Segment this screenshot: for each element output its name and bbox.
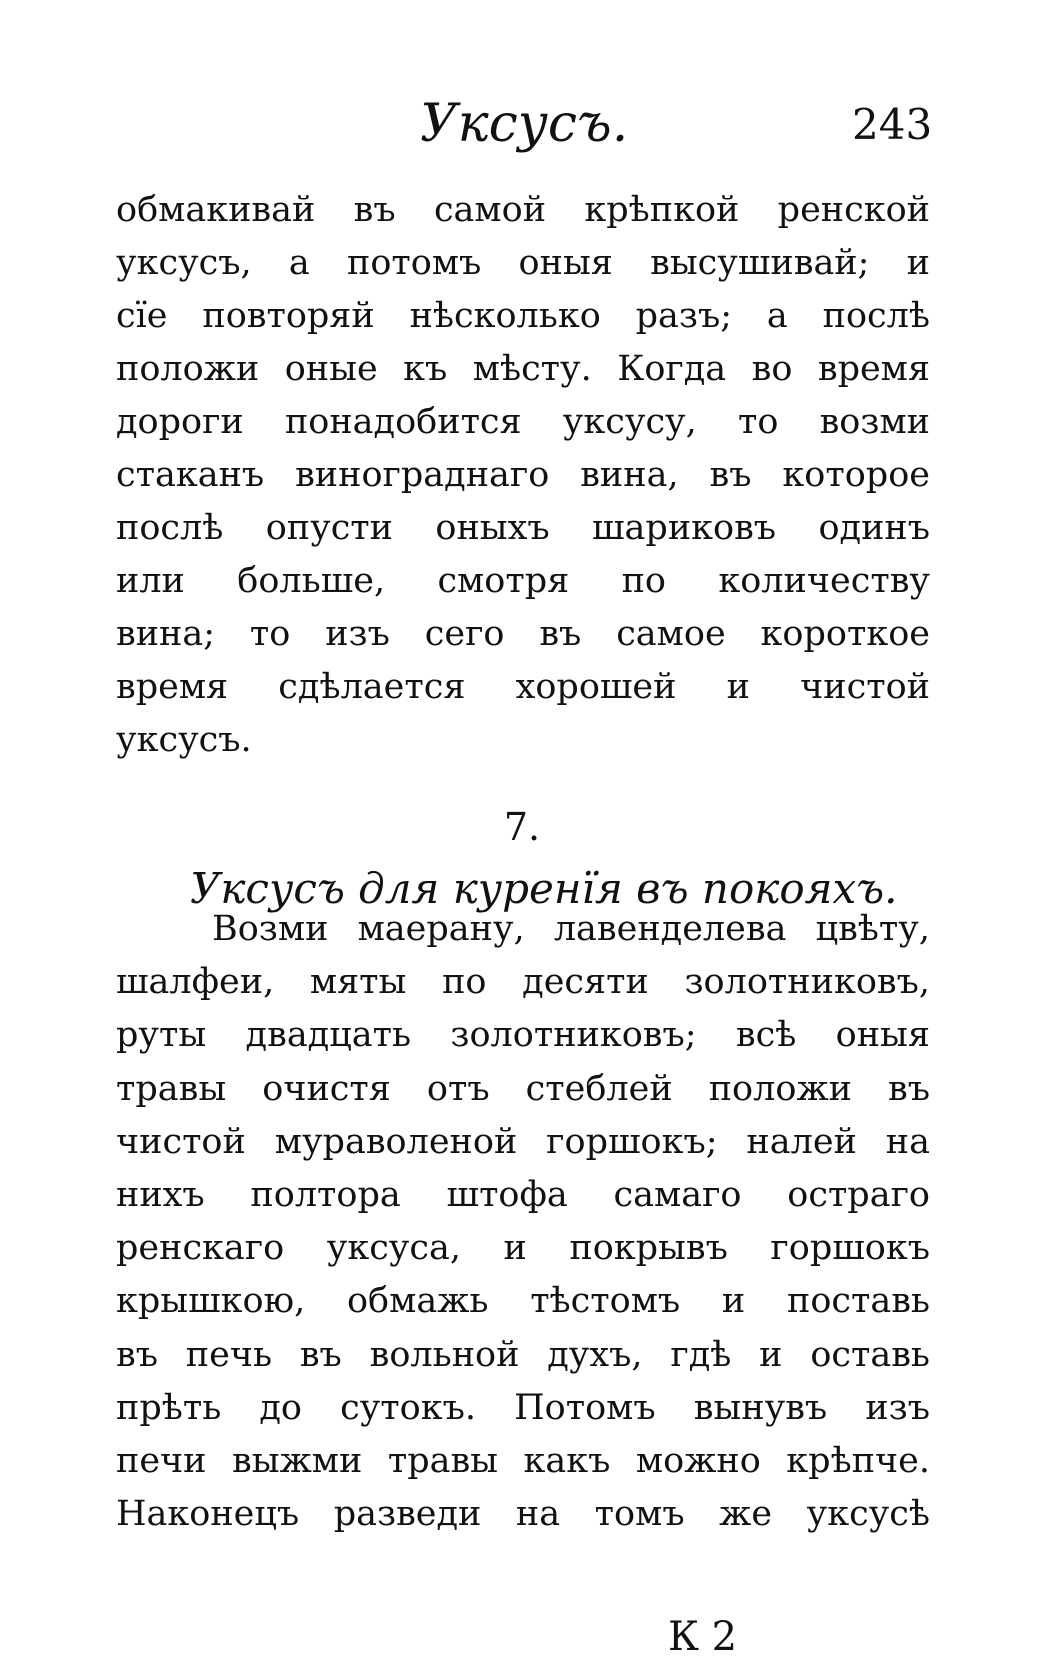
text-line: крышкою, обмажь тѣстомъ и поставь — [116, 1281, 930, 1322]
text-line: послѣ опусти оныхъ шариковъ одинъ — [116, 508, 930, 548]
text-line: прѣть до сутокъ. Потомъ вынувъ изъ — [116, 1387, 930, 1428]
text-line: положи оные къ мѣсту. Когда во время — [116, 349, 930, 389]
text-line: стаканъ винограднаго вина, въ которое — [116, 455, 930, 495]
section-title: Уксусъ для куренïя въ покояхъ. — [190, 864, 898, 913]
section-number: 7. — [503, 805, 541, 849]
text-line: дороги понадобится уксусу, то возми — [116, 402, 930, 442]
text-line: въ печь въ вольной духъ, гдѣ и оставь — [116, 1334, 930, 1375]
paragraph-continued — [116, 184, 930, 767]
text-line: обмакивай въ самой крѣпкой ренской — [116, 190, 930, 230]
text-line: Возми маерану, лавенделева цвѣту, — [212, 909, 930, 949]
page-number: 243 — [852, 100, 933, 149]
text-line: уксусъ, а потомъ оныя высушивай; и — [116, 243, 930, 283]
text-line: или больше, смотря по количеству — [116, 561, 930, 601]
running-head-title: Уксусъ. — [420, 94, 629, 154]
text-line: Наконецъ разведи на томъ же уксусѣ — [116, 1494, 930, 1535]
text-line: чистой мураволеной горшокъ; налей на — [116, 1121, 930, 1162]
text-line: шалфеи, мяты по десяти золотниковъ, — [116, 962, 930, 1003]
text-line: сïе повторяй нѣсколько разъ; а послѣ — [116, 296, 930, 336]
text-line: нихъ полтора штофа самаго остраго — [116, 1174, 930, 1215]
paragraph-recipe — [116, 903, 930, 1541]
text-line: печи выжми травы какъ можно крѣпче. — [116, 1440, 930, 1481]
text-line: вина; то изъ сего въ самое короткое — [116, 614, 930, 654]
text-line: травы очистя отъ стеблей положи въ — [116, 1068, 930, 1109]
text-line: время сдѣлается хорошей и чистой — [116, 667, 930, 707]
text-line: уксусъ. — [116, 720, 252, 760]
text-line: руты двадцать золотниковъ; всѣ оныя — [116, 1015, 930, 1056]
signature-mark: К 2 — [668, 1614, 738, 1660]
text-line: ренскаго уксуса, и покрывъ горшокъ — [116, 1228, 930, 1269]
